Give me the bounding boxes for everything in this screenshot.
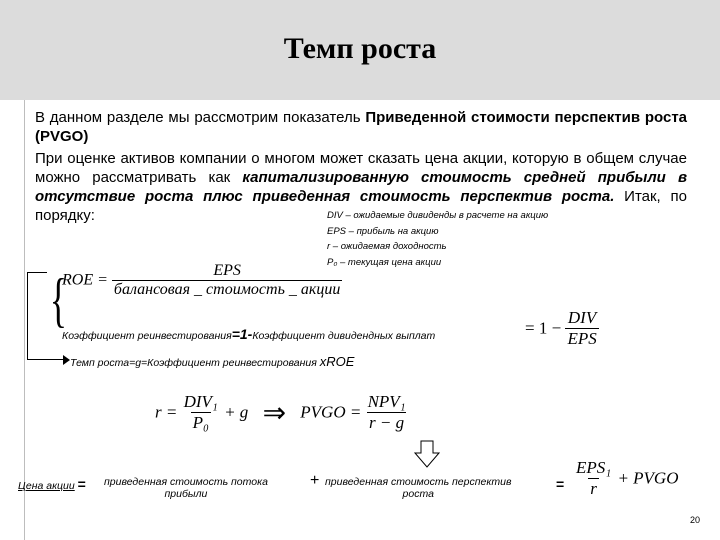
roe-lhs: ROE = — [62, 271, 108, 289]
reinvest-numerator: DIV — [567, 308, 597, 327]
page-number: 20 — [690, 515, 701, 525]
final-fraction — [574, 458, 613, 499]
roe-fraction — [112, 262, 342, 299]
valuation-tail: Итак, по порядку: — [35, 188, 687, 224]
pvgo-numerator: NPV₁ — [367, 392, 406, 411]
roe-denominator: балансовая _ стоимость _ акции — [113, 281, 341, 298]
final-numerator: EPS₁ — [576, 458, 612, 477]
reinvest-denominator: EPS — [567, 329, 597, 348]
reinvest-fraction — [565, 308, 598, 349]
final-plus-pvgo: + PVGO — [617, 468, 679, 488]
price-eq: = — [77, 476, 86, 492]
reinvest-op: =1- — [231, 326, 253, 342]
r-formula — [155, 392, 408, 433]
price-part-flow — [104, 476, 268, 500]
r-fraction — [182, 392, 220, 433]
brace-icon: { — [49, 267, 68, 333]
slide-title: Темп роста — [283, 32, 437, 65]
left-divider — [24, 100, 25, 540]
connector-line — [27, 272, 47, 273]
growth-formula — [70, 354, 354, 369]
down-arrow-icon — [414, 440, 440, 468]
price-part-growth — [325, 476, 512, 500]
definition-item: DIV – ожидаемые дивиденды в расчете на акцию — [327, 210, 549, 221]
reinvest-label: Коэффициент реинвестирования — [62, 330, 232, 342]
price-part-flow-line2: прибыли — [164, 488, 208, 500]
valuation-term: капитализированную стоимость средней прибыли в отсутствие роста плюс приведенная стоимость перспектив роста. — [35, 169, 688, 205]
reinvest-eq: = 1 − — [525, 318, 562, 338]
intro-term: Приведенной стоимости перспектив роста (PVGO) — [35, 109, 688, 145]
connector-line — [27, 359, 67, 360]
intro-text: В данном разделе мы рассмотрим показатель — [35, 109, 366, 126]
connector-arrow-icon — [63, 355, 70, 365]
price-label-group — [18, 476, 86, 492]
definition-item: EPS – прибыль на акцию — [327, 225, 439, 237]
roe-formula — [62, 262, 342, 299]
valuation-text: При оценке активов компании о многом может сказать цена акции, которую в общем случае можно рассматривать как — [35, 150, 687, 186]
definitions-list — [327, 208, 548, 270]
pvgo-denominator: r − g — [369, 413, 405, 432]
connector-line — [27, 272, 28, 360]
price-plus: + — [310, 472, 320, 489]
paragraph-intro — [35, 108, 687, 146]
price-label: Цена акции — [18, 480, 75, 492]
reinvest-label2: Коэффициент дивидендных выплат — [252, 330, 436, 342]
r-numerator: DIV₁ — [183, 392, 218, 411]
growth-roe: ROE — [326, 354, 355, 369]
final-formula — [574, 458, 678, 499]
r-lhs: r = — [155, 402, 178, 422]
price-part-growth-line2: роста — [402, 488, 434, 500]
price-part-flow-line1: приведенная стоимость потока — [104, 476, 268, 488]
final-denominator: r — [590, 479, 597, 498]
definition-item: r – ожидаемая доходность — [327, 241, 447, 252]
price-eq2: = — [556, 476, 565, 492]
pvgo-lhs: PVGO = — [300, 402, 362, 422]
growth-x: x — [319, 354, 327, 369]
pvgo-fraction — [366, 392, 408, 433]
implies-arrow-icon: ⇒ — [262, 397, 287, 429]
reinvest-formula — [62, 326, 435, 342]
r-plus-g: + g — [224, 402, 249, 422]
growth-label: Темп роста=g=Коэффициент реинвестирования — [70, 357, 317, 369]
price-part-growth-line1: приведенная стоимость перспектив — [325, 476, 512, 488]
definition-item: P₀ – текущая цена акции — [327, 256, 442, 268]
reinvest-fraction-group — [525, 308, 599, 349]
roe-numerator: EPS — [213, 262, 241, 279]
r-denominator: P₀ — [192, 413, 209, 432]
